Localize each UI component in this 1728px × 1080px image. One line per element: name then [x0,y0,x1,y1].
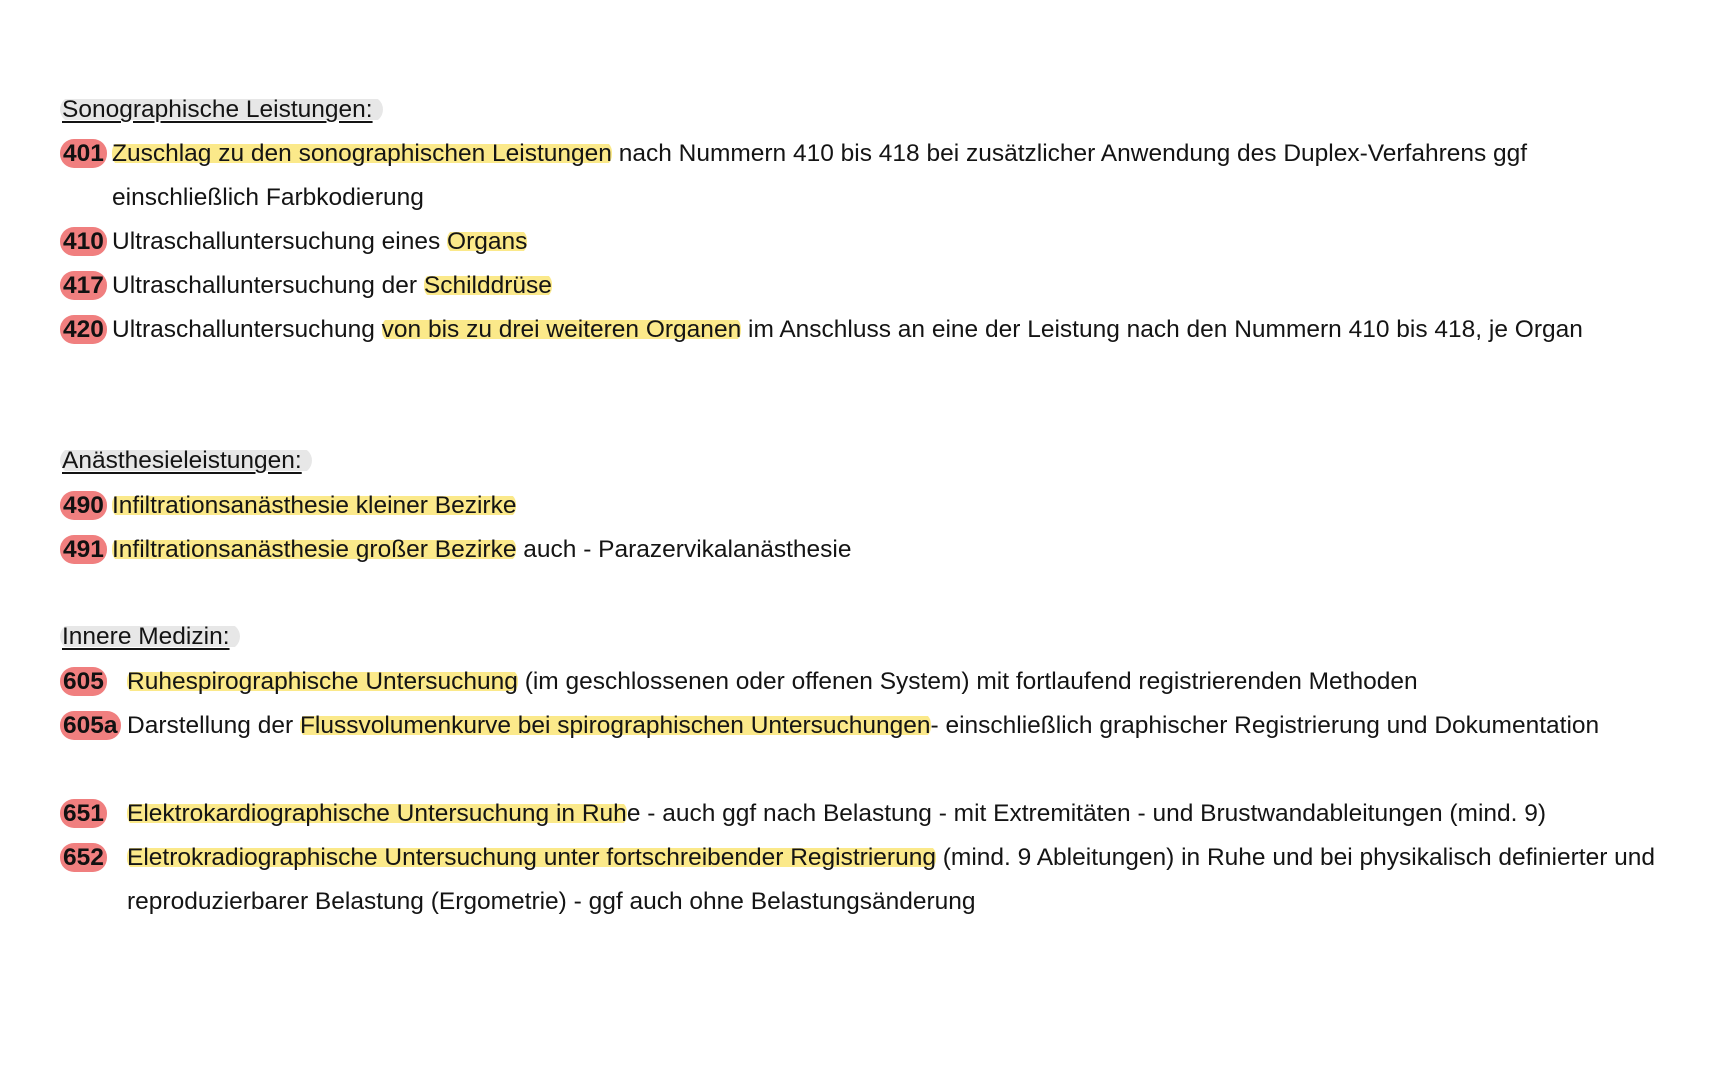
highlighted-text: Infiltrationsanästhesie kleiner Bezirke [112,492,517,519]
highlighted-text: Schilddrüse [423,272,552,299]
section-heading-anaesthesie [60,445,312,477]
plain-text: Ultraschalluntersuchung der [112,272,424,299]
entry-description [60,308,1680,352]
entry-491 [60,528,1680,572]
entry-490 [60,484,1680,528]
highlighted-text: Zuschlag zu den sonographischen Leistungen [112,140,612,167]
entry-description [60,660,1680,704]
entry-description [60,132,1680,220]
entry-605 [60,660,1680,704]
entry-code [60,666,107,698]
entry-code [60,138,107,170]
code-label: 401 [60,139,107,168]
highlighted-text: Infiltrationsanästhesie großer Bezirke [112,536,517,563]
code-label: 652 [60,843,107,872]
entry-code [60,314,107,346]
entry-description [60,528,1680,572]
highlighted-text: Elektrokardiographische Untersuchung in Ruh [127,800,627,827]
code-label: 651 [60,799,107,828]
entry-code [60,490,107,522]
code-label: 605a [60,711,121,740]
plain-text: e - auch ggf nach Belastung - mit Extremitäten - und Brustwandableitungen (mind. 9) [626,800,1547,827]
section-heading-text: Sonographische Leistungen: [60,96,383,123]
entry-code [60,710,121,742]
code-label: 417 [60,271,107,300]
plain-text: Ultraschalluntersuchung [112,316,382,343]
code-label: 410 [60,227,107,256]
highlighted-text: Organs [447,228,528,255]
code-label: 490 [60,491,107,520]
code-label: 491 [60,535,107,564]
section-heading-text: Anästhesieleistungen: [60,447,312,474]
entry-605a [60,704,1680,748]
plain-text: im Anschluss an eine der Leistung nach den Nummern 410 bis 418, je Organ [741,316,1583,343]
entry-code [60,226,107,258]
entry-description [60,264,1680,308]
plain-text: (im geschlossenen oder offenen System) mit fortlaufend registrierenden Methoden [517,668,1418,695]
entry-401 [60,132,1680,220]
section-heading-sonographie [60,94,383,126]
entry-description [60,220,1680,264]
entry-description [60,792,1680,836]
entry-description [60,836,1680,924]
code-label: 420 [60,315,107,344]
entry-description [60,704,1680,748]
entry-code [60,842,107,874]
highlighted-text: Eletrokradiographische Untersuchung unter fortschreibender Registrierung [127,844,936,871]
entry-code [60,270,107,302]
highlighted-text: Ruhespirographische Untersuchung [127,668,518,695]
code-label: 605 [60,667,107,696]
entry-651 [60,792,1680,836]
entry-410 [60,220,1680,264]
plain-text: nach Nummern 410 bis 418 bei zusätzlicher Anwendung des Duplex-Verfahrens ggf einschließlich Farbkodierung [112,140,1528,211]
section-heading-innere-medizin [60,621,240,653]
entry-code [60,798,107,830]
entry-652 [60,836,1680,924]
entry-420 [60,308,1680,352]
entry-417 [60,264,1680,308]
plain-text: - einschließlich graphischer Registrierung und Dokumentation [930,712,1600,739]
entry-description [60,484,1680,528]
plain-text: Ultraschalluntersuchung eines [112,228,448,255]
entry-code [60,534,107,566]
plain-text: auch - Parazervikalanästhesie [516,536,852,563]
highlighted-text: von bis zu drei weiteren Organen [381,316,742,343]
highlighted-text: Flussvolumenkurve bei spirographischen Untersuchungen [299,712,931,739]
plain-text: (mind. 9 Ableitungen) in Ruhe und bei physikalisch definierter und reproduzierbarer Belastung (Ergometrie) - ggf auch ohne Belastungsänderung [127,844,1656,915]
plain-text: Darstellung der [127,712,300,739]
section-heading-text: Innere Medizin: [60,623,240,650]
